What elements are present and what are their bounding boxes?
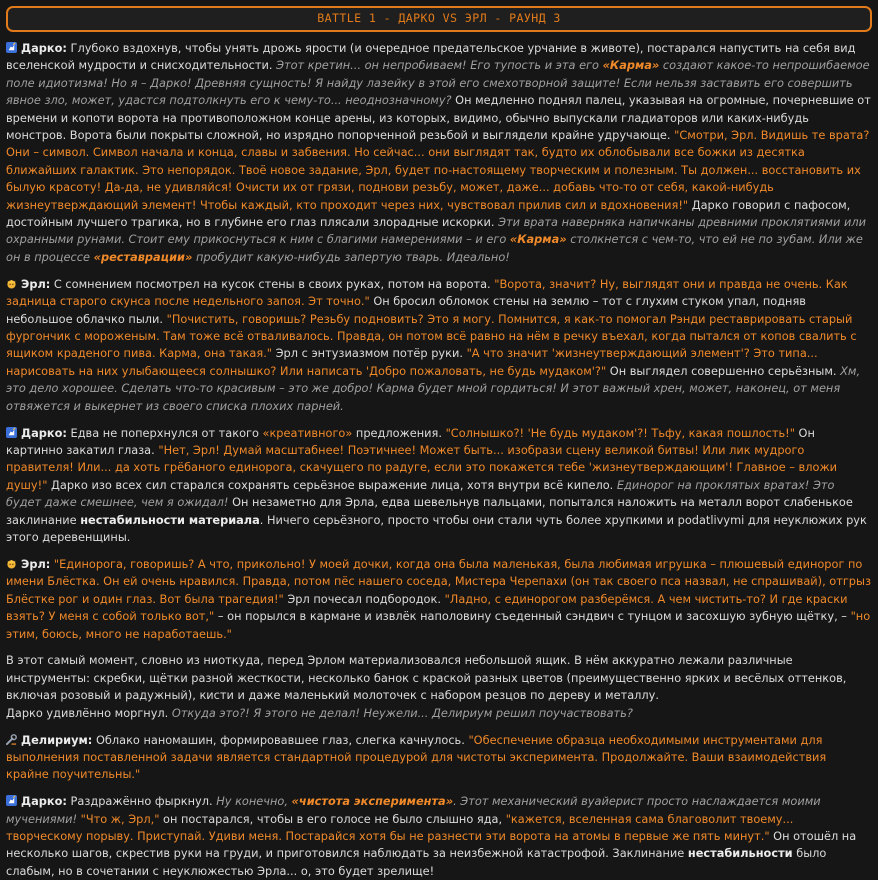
thought: Откуда это?! Я этого не делал! Неужели... Делириум решил поучаствовать? [171,705,633,720]
emphasis: «чистота эксперимента» [291,794,454,809]
crown-face-icon [6,278,17,289]
battle-title: BATTLE 1 - ДАРКО VS ЭРЛ - РАУНД 3 [317,11,561,26]
narration: Он медленно поднял палец, указывая на огромные, почерневшие от времени и копоти ворота на противоположном конце арены, из которых, видимо, обычно выпускали гладиаторов или каких-нибудь монстров. Ворота были покрыты сложной, но изрядно попорченной резьбой и выглядели крайне удручающе. [6,93,871,143]
message-erl-1 [6,276,872,415]
speech: "Нет, Эрл! Думай масштабнее! Поэтичнее! Может быть... изобрази сцену великой битвы! Или лик мудрого правителя! Или... да хоть грёбаного единорога, скачущего по радуге, если это покажется тебе 'жизнеутверждающим'! Главное – вложи душу!" [6,442,838,492]
speaker-name: Дарко: [21,425,67,440]
narration: Дарко говорил с пафосом, достойным лучшего трагика, но в глубине его глаз плясали злорадные искорки. [6,197,851,230]
message-darko-3 [6,793,872,880]
speech: "Солнышко?! 'Не будь мудаком'?! Тьфу, какая пошлость!" [445,425,795,440]
narration: Эрл с энтузиазмом потёр руки. [275,346,463,361]
speech: "Ворота, значит? Ну, выглядят они и правда не очень. Как задница старого скунса после недельного запоя. Эт точно." [6,276,848,309]
thought: Хм, это дело хорошее. Сделать что-то красивым – это же добро! Карма будет мной гордиться! И этот важный хрен, может, наконец, от меня отвяжется и выкернет из своего списка плохих парней. [6,363,861,413]
speaker-name: Дарко: [21,794,67,809]
emphasis: «креативного» [262,425,353,440]
narration: Он выглядел совершенно серьёзным. [609,363,837,378]
thought: пробудит какую-нибудь запертую тварь. Идеально! [195,249,510,264]
bold-term: нестабильности материала [80,512,260,527]
speech: "А что значит 'жизнеутверждающий элемент'? Это типа... нарисовать на них улыбающееся солнышко? Или написать 'Добро пожаловать, не будь мудаком'?" [6,346,818,378]
speaker-name: Дарко: [21,41,67,55]
unicorn-icon [6,795,17,806]
speech: "Обеспечение образца необходимыми инструментами для выполнения поставленной задачи является стандартной процедурой для чистоты эксперимента. Продолжайте. Ваши взаимодействия крайне поучительны." [6,732,827,782]
emphasis: «Карма» [509,232,567,247]
speech: "Единорога, говоришь? А что, прикольно! У моей дочки, когда она была маленькая, была любимая игрушка – плюшевый единорог по имени Блёстка. Он ей очень нравился. Правда, потом пёс нашего соседа, Мистера Черепахи (он так своего пса назвал, не спрашивай), отгрыз Блёстке рог и один глаз. Вот была трагедия!" [6,556,871,606]
narration: Он картинно закатил глаза. [6,425,815,457]
narration: Глубоко вздохнув, чтобы унять дрожь ярости (и очередное предательское урчание в животе), постарался напустить на себя вид вселенской мудрости и снисходительности. [6,41,856,73]
narration: Раздражённо фыркнул. [70,794,213,809]
message-darko-2 [6,425,872,547]
speaker-name: Делириум: [21,732,93,747]
narration: предложения. [355,425,442,440]
narration: Эрл почесал подбородок. [287,591,441,606]
narration: . Ничего серьёзного, просто чтобы они стали чуть более хрупкими и podatlivymi для неуклюжих рук этого деревенщины. [6,512,867,544]
speech: "Ладно, с единорогом разберёмся. А чем чистить-то? И где краски взять? У меня с собой только вот," [6,591,848,624]
emphasis: «Карма» [602,58,660,73]
chat-log [0,32,878,880]
thought: . Этот механический вуайерист просто наслаждается моими мучениями! [6,794,821,826]
message-darko-1 [6,40,872,266]
narration: Облако наномашин, формировавшее глаз, слегка качнулось. [95,732,465,747]
unicorn-icon [6,42,17,53]
narration: было слабым, но в сочетании с неуклюжестью Эрла... о, это будет зрелище! [6,846,827,878]
narration: Едва не поперхнулся от такого [70,425,259,440]
narration: Дарко изо всех сил старался сохранять серьёзное выражение лица, хотя внутри всё кипело. [51,477,614,492]
battle-header [6,6,872,32]
thought: столкнется с чем-то, что ей не по зубам. Или же он в процессе [6,232,863,264]
speech: "но этим, боюсь, много не наработаешь." [6,609,871,641]
speech: "Смотри, Эрл. Видишь те врата? Они – символ. Символ начала и конца, славы и забвения. Но сейчас... они выглядят так, будто их облобывали все божки из десятка ближайших галактик. Это непорядок. Твоё новое задание, Эрл, будет по-настоящему творческим и полезным. Ты должен... восстановить их былую красоту! Да-да, не удивляйся! Очисти их от грязи, поднови резьбу, может, даже... добавь что-то от себя, какой-нибудь жизнеутверждающий элемент! Чтобы каждый, кто проходит через них, чувствовал прилив сил и вдохновения!" [6,128,870,212]
speech: "Почистить, говоришь? Резьбу подновить? Это я могу. Помнится, я как-то помогал Рэнди реставрировать старый фургончик с мороженым. Там тоже всё отваливалось. Правда, он потом всё равно на нём в речку въехал, когда пытался от копов свалить с ящиком краденого пива. Карма, она такая." [6,311,857,361]
tools-icon [6,734,17,745]
narration-block [6,652,872,722]
narration: он постарался, чтобы в его голосе не было слышно яда, [163,811,503,826]
narration: Он незаметно для Эрла, едва шевельнув пальцами, попытался наложить на металл ворот слабенькое заклинание [6,495,853,527]
speech: "Что ж, Эрл," [80,811,160,826]
thought: Этот кретин... он непробиваем! Его тупость и эта его [276,58,599,73]
message-erl-2 [6,556,872,643]
speaker-name: Эрл: [21,276,51,291]
narration: – он порылся в кармане и извлёк наполовину съеденный сэндвич с тунцом и засохшую зубную щётку, – [217,609,847,624]
narration: Дарко удивлённо моргнул. [6,705,169,720]
narration: Он бросил обломок стены на землю – тот с глухим стуком упал, подняв небольшое облачко пыли. [6,294,806,326]
speaker-name: Эрл: [21,556,51,571]
thought: создают какое-то непрошибаемое поле идиотизма! Но я – Дарко! Древняя сущность! Я найду лазейку в этой его смехотворной защите! Если нельзя заставить его совершить явное зло, может, удастся подтолкнуть его к чему-то... неоднозначному? [6,58,870,108]
bold-term: нестабильности [687,846,793,861]
narration: В этот самый момент, словно из ниоткуда, перед Эрлом материализовался небольшой ящик. В нём аккуратно лежали различные инструменты: скребки, щётки разной жесткости, несколько банок с краской разных цветов (преимущественно ярких и весёлых оттенков, включая розовый и радужный), кисти и даже маленький молоточек с набором резцов по дереву и металлу. [6,653,847,703]
narration: Он отошёл на несколько шагов, скрестив руки на груди, и приготовился наблюдать за неизбежной катастрофой. Заклинание [6,829,857,861]
thought: Единорог на проклятых вратах! Это будет даже смешнее, чем я ожидал! [6,477,835,510]
crown-face-icon [6,558,17,569]
thought: Ну конечно, [216,794,288,809]
unicorn-icon [6,427,17,438]
speech: "кажется, вселенная сама благоволит твоему... творческому порыву. Приступай. Удиви меня. Постарайся хотя бы не разнести эти ворота на атомы в первые же пять минут." [6,811,794,844]
emphasis: «реставрации» [93,249,193,264]
thought: Эти врата наверняка напичканы древними проклятиями или охранными рунами. Стоит ему прикоснуться к ним с благими намерениями – и его [6,215,866,247]
narration: С сомнением посмотрел на кусок стены в своих руках, потом на ворота. [53,276,491,291]
